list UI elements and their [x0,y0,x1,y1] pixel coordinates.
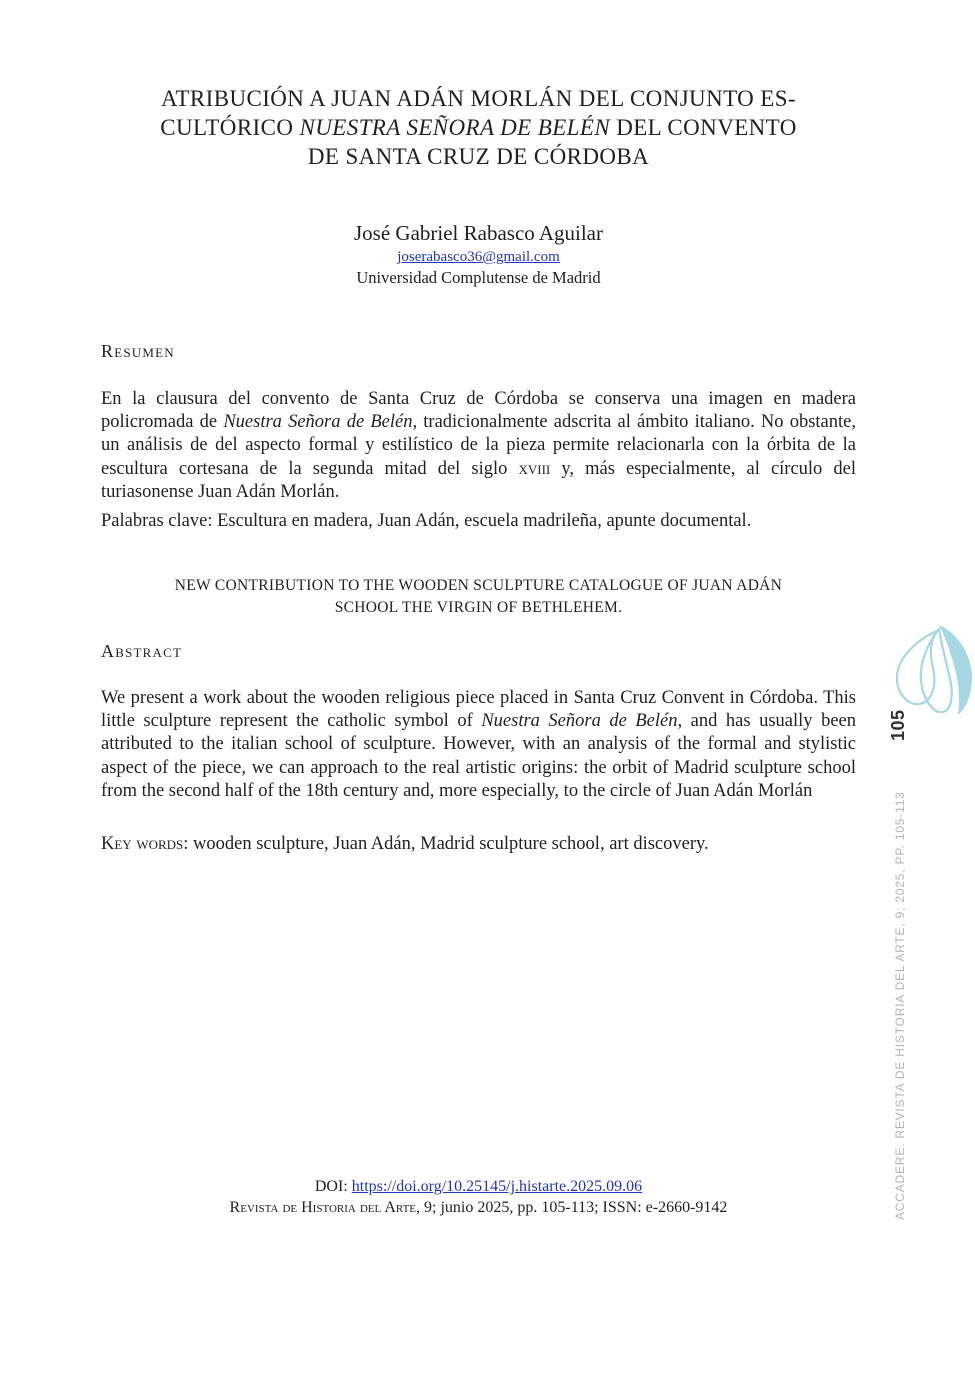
vertical-journal-citation: ACCADERE. REVISTA DE HISTORIA DEL ARTE, 9; 2025, PP. 105-113 [893,791,907,1220]
resumen-paragraph: En la clausura del convento de Santa Cruz de Córdoba se conserva una imagen en madera policromada de Nuestra Señora de Belén, tradicionalmente adscrita al ámbito italiano. No obstante, un análisis de del aspecto formal y estilístico de la pieza permite relacionarla con la órbita de la escultura cortesana de la segunda mitad del siglo xviii y, más especialmente, al círculo del turiasonense Juan Adán Morlán. [101,389,856,502]
page-footer [101,1176,856,1218]
doi-line [101,1176,856,1197]
abstract-paragraph: We present a work about the wooden religious piece placed in Santa Cruz Convent in Córdoba. This little sculpture represent the catholic symbol of Nuestra Señora de Belén, and has usually been attributed to the italian school of sculpture. However, with an analysis of the formal and stylistic aspect of the piece, we can approach to the real artistic origins: the orbit of Madrid sculpture school from the second half of the 18th century and, more especially, to the circle of Juan Adán Morlán [101,688,856,801]
page-title [101,84,856,171]
author-name: José Gabriel Rabasco Aguilar [353,221,604,245]
resumen-keywords: Palabras clave: Escultura en madera, Juan Adán, escuela madrileña, apunte documental. [101,511,752,531]
page-number: 105 [888,709,908,741]
title-line-2: CULTÓRICO NUESTRA SEÑORA DE BELÉN DEL CONVENTO [160,115,797,140]
doi-label: DOI: [314,1178,348,1195]
author-email-line [101,247,856,267]
doi-link[interactable]: https://doi.org/10.25145/j.histarte.2025.09.06 [351,1178,643,1195]
english-title-line-2: SCHOOL THE VIRGIN OF BETHLEHEM. [334,599,623,616]
swirl-crescent [939,625,972,715]
english-title [101,575,856,619]
title-line-1: ATRIBUCIÓN A JUAN ADÁN MORLÁN DEL CONJUNTO ES- [161,86,796,111]
title-line-3: DE SANTA CRUZ DE CÓRDOBA [307,144,650,169]
journal-citation: Revista de Historia del Arte, 9; junio 2025, pp. 105-113; ISSN: e-2660-9142 [229,1199,728,1216]
resumen-heading: Resumen [101,341,175,361]
abstract-keywords: Key words: wooden sculpture, Juan Adán, Madrid sculpture school, art discovery. [101,834,709,854]
abstract-heading: Abstract [101,641,183,661]
author-email-link[interactable]: joserabasco36@gmail.com [397,249,560,265]
author-block [101,219,856,289]
english-title-line-1: NEW CONTRIBUTION TO THE WOODEN SCULPTURE CATALOGUE OF JUAN ADÁN [174,577,783,594]
author-affiliation: Universidad Complutense de Madrid [356,268,601,287]
